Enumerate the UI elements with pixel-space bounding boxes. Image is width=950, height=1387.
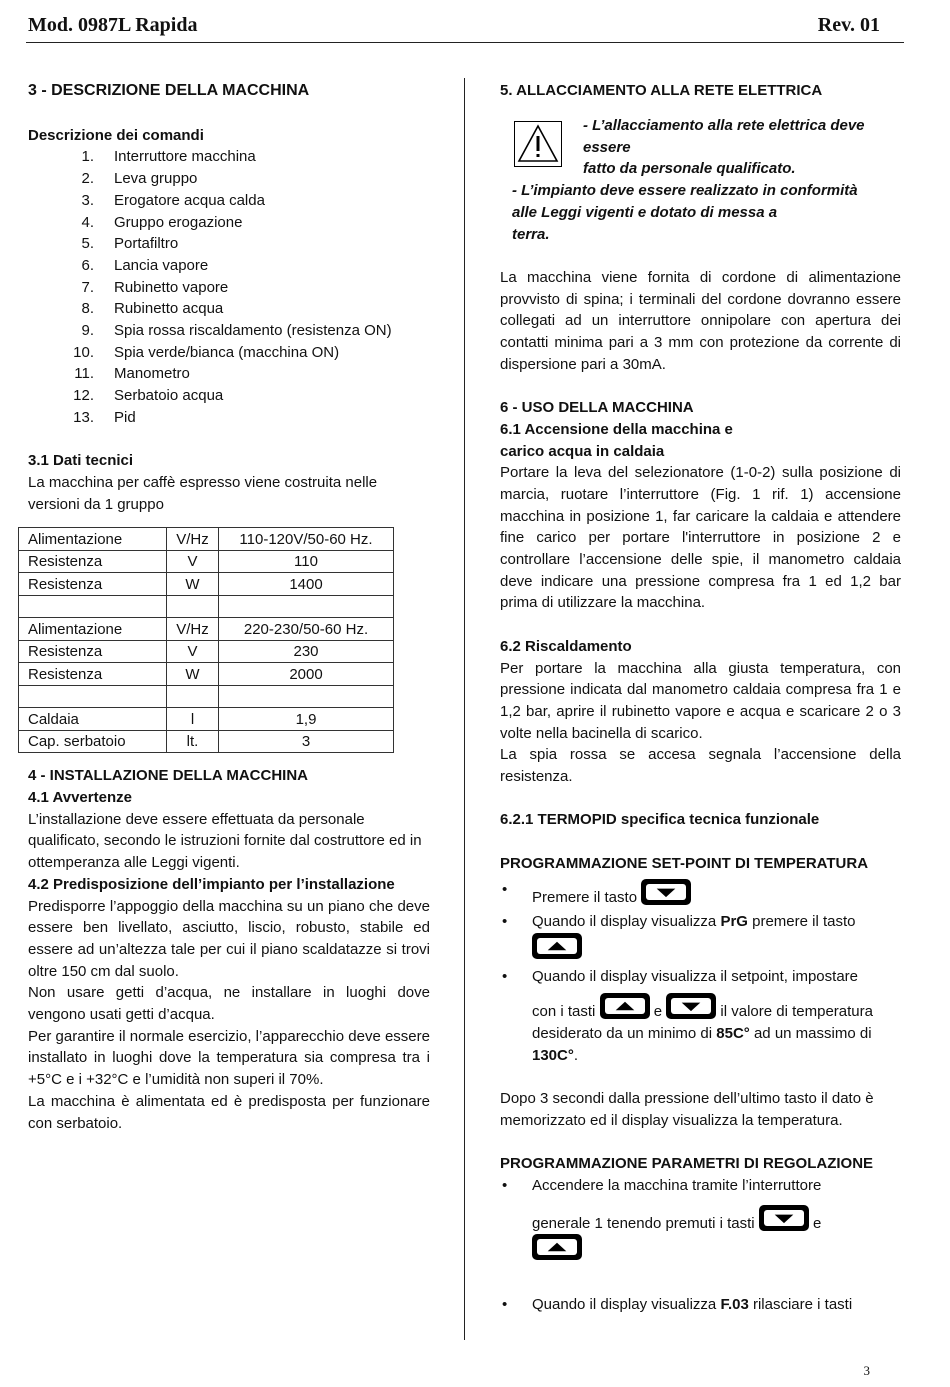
startup-text: Portare la leva del selezionatore (1-0-2) sulla posizione di marcia, ruotare l’interruttore (Fig. 1 rif. 1) accensione macchina in posizione 1, far caricare la caldaia e attendere fine carico per portare l'interruttore in posizione 2 e controllare l’accensione delle spie, il manometro caldaia deve indicare una pressione compresa fra 1 ed 1,2 bar prima di utilizzare la macchina.	[500, 464, 901, 612]
table-cell: Alimentazione	[19, 528, 167, 551]
parameter-step-1: • Accendere la macchina tramite l’interruttore generale 1 tenendo premuti i tasti e	[500, 1175, 901, 1264]
table-cell: W	[167, 573, 219, 596]
table-cell	[219, 685, 394, 708]
command-item: 8. Rubinetto acqua	[81, 300, 224, 318]
command-item: 6. Lancia vapore	[81, 256, 209, 274]
preparation-p2: Non usare getti d’acqua, ne installare in luoghi dove vengono usati getti d’acqua.	[28, 984, 430, 1024]
table-row	[19, 663, 394, 686]
key-down-icon	[666, 993, 716, 1019]
section-4-title: 4 - INSTALLAZIONE DELLA MACCHINA	[28, 767, 308, 785]
section-5-title: 5. ALLACCIAMENTO ALLA RETE ELETTRICA	[500, 82, 823, 99]
table-cell: 110	[219, 550, 394, 573]
table-row	[19, 685, 394, 708]
warning-line-6: terra.	[512, 225, 550, 243]
table-row	[19, 573, 394, 596]
table-cell	[167, 685, 219, 708]
warnings-heading: 4.1 Avvertenze	[28, 789, 132, 807]
parameter-steps	[500, 1175, 901, 1316]
preparation-p4: La macchina è alimentata ed è predisposta per funzionare con serbatoio.	[28, 1092, 430, 1132]
table-cell	[219, 595, 394, 618]
key-up-icon	[532, 1234, 582, 1260]
table-cell	[167, 595, 219, 618]
command-item: 11. Manometro	[74, 365, 190, 383]
table-row	[19, 730, 394, 753]
warnings-text: L’installazione deve essere effettuata da personale qualificato, secondo le istruzioni fornite dal costruttore ed in ottemperanza alle Leggi vigenti.	[28, 810, 422, 872]
command-item: 4. Gruppo erogazione	[81, 213, 243, 231]
section-6-1-title-b: carico acqua in caldaia	[500, 442, 665, 460]
table-cell: 230	[219, 640, 394, 663]
warning-line-3: fatto da personale qualificato.	[583, 160, 796, 178]
heating-text-2: La spia rossa se accesa segnala l’accensione della resistenza.	[500, 746, 901, 786]
table-cell: 2000	[219, 663, 394, 686]
heating-text-1: Per portare la macchina alla giusta temperatura, con pressione indicata dal manometro caldaia compresa fra 1 e 1,2 bar, aprire il rubinetto vapore e acqua e scaricare 2 o 3 volte nella bacinella di scarico.	[500, 659, 901, 742]
parameters-title: PROGRAMMAZIONE PARAMETRI DI REGOLAZIONE	[500, 1155, 874, 1173]
tech-data-table	[18, 527, 394, 753]
page-number: 3	[863, 1363, 870, 1378]
key-down-icon	[641, 879, 691, 905]
tech-text: La macchina per caffè espresso viene costruita nelle versioni da 1 gruppo	[28, 473, 378, 513]
table-cell: 1400	[219, 573, 394, 596]
table-cell: W	[167, 663, 219, 686]
warning-line-5: alle Leggi vigenti e dotato di messa a	[512, 203, 778, 221]
setpoint-title: PROGRAMMAZIONE SET-POINT DI TEMPERATURA	[500, 854, 869, 872]
table-cell: Resistenza	[19, 550, 167, 573]
warning-line-2: essere	[583, 138, 631, 156]
commands-list	[28, 146, 430, 428]
preparation-p1: Predisporre l’appoggio della macchina su un piano che deve essere ben livellato, asciutto, liscio, robusto, stabile ed essere ad un’altezza tale per cui il piano scaldatazze si trovi oltre 150 cm dal suolo.	[28, 897, 430, 980]
table-row	[19, 550, 394, 573]
table-cell: 220-230/50-60 Hz.	[219, 618, 394, 641]
command-item: 10. Spia verde/bianca (macchina ON)	[73, 343, 340, 361]
preparation-p3: Per garantire il normale esercizio, l’apparecchio deve essere installato in luoghi dove la temperatura sia compresa tra i +5°C e i +32°C e l’umidità non superi il 70%.	[28, 1027, 430, 1089]
command-item: 3. Erogatore acqua calda	[81, 191, 265, 209]
termopid-title: 6.2.1 TERMOPID specifica tecnica funzionale	[500, 811, 820, 829]
command-item: 5. Portafiltro	[81, 235, 179, 253]
setpoint-step-3: • Quando il display visualizza il setpoint, impostare con i tasti e il valore di temperatura desiderato da un minimo di 85C° ad un massimo di 130C°.	[500, 966, 901, 1067]
warning-line-1: - L’allacciamento alla rete elettrica deve	[583, 117, 865, 134]
commands-heading: Descrizione dei comandi	[28, 126, 204, 144]
table-cell: 110-120V/50-60 Hz.	[219, 528, 394, 551]
table-cell	[19, 685, 167, 708]
table-row	[19, 640, 394, 663]
table-row	[19, 708, 394, 731]
heating-title: 6.2 Riscaldamento	[500, 637, 632, 655]
electrical-warning	[500, 115, 901, 245]
table-cell: 3	[219, 730, 394, 753]
setpoint-steps	[500, 879, 901, 1067]
section-6-1-title-a: 6.1 Accensione della macchina e	[500, 420, 733, 438]
table-row	[19, 618, 394, 641]
table-cell: 1,9	[219, 708, 394, 731]
setpoint-step-1: • Premere il tasto	[500, 879, 901, 909]
table-cell: V/Hz	[167, 528, 219, 551]
electrical-text: La macchina viene fornita di cordone di alimentazione provvisto di spina; i terminali del cordone dovranno essere collegati ad un interruttore onnipolare con apertura dei contatti minima pari a 3 mm con protezione da corrente di dispersione pari a 30mA.	[500, 268, 901, 373]
table-cell: Resistenza	[19, 663, 167, 686]
setpoint-after-text: Dopo 3 secondi dalla pressione dell’ultimo tasto il dato è memorizzato ed il display visualizza la temperatura.	[500, 1090, 874, 1129]
parameter-step-2: • Quando il display visualizza F.03 rilasciare i tasti	[500, 1294, 901, 1316]
command-item: 2. Leva gruppo	[81, 170, 198, 188]
table-row	[19, 595, 394, 618]
table-cell: Caldaia	[19, 708, 167, 731]
key-up-icon	[532, 933, 582, 959]
table-cell: V/Hz	[167, 618, 219, 641]
key-down-icon	[759, 1205, 809, 1231]
table-cell	[19, 595, 167, 618]
table-cell: Resistenza	[19, 640, 167, 663]
left-column	[28, 79, 430, 1134]
warning-line-4: - L’impianto deve essere realizzato in conformità	[512, 182, 858, 200]
command-item: 13. Pid	[73, 408, 136, 426]
table-cell: Cap. serbatoio	[19, 730, 167, 753]
command-item: 9. Spia rossa riscaldamento (resistenza ON)	[81, 322, 392, 340]
header-revision: Rev. 01	[817, 14, 880, 36]
table-cell: V	[167, 550, 219, 573]
warning-triangle-icon	[514, 121, 562, 167]
setpoint-step-2: • Quando il display visualizza PrG premere il tasto	[500, 911, 901, 962]
command-item: 1. Interruttore macchina	[81, 148, 256, 166]
section-6-title: 6 - USO DELLA MACCHINA	[500, 399, 694, 417]
table-cell: Resistenza	[19, 573, 167, 596]
preparation-heading: 4.2 Predisposizione dell’impianto per l’installazione	[28, 875, 395, 893]
command-item: 7. Rubinetto vapore	[81, 278, 229, 296]
key-up-icon	[600, 993, 650, 1019]
header-model: Mod. 0987L Rapida	[28, 14, 198, 36]
header-rule	[26, 42, 904, 43]
table-cell: V	[167, 640, 219, 663]
column-divider	[464, 78, 465, 1340]
command-item: 12. Serbatoio acqua	[73, 387, 224, 405]
table-cell: l	[167, 708, 219, 731]
table-row	[19, 528, 394, 551]
table-cell: Alimentazione	[19, 618, 167, 641]
section-3-title: 3 - DESCRIZIONE DELLA MACCHINA	[28, 82, 310, 99]
table-cell: lt.	[167, 730, 219, 753]
right-column	[500, 79, 901, 1316]
tech-heading: 3.1 Dati tecnici	[28, 452, 134, 470]
